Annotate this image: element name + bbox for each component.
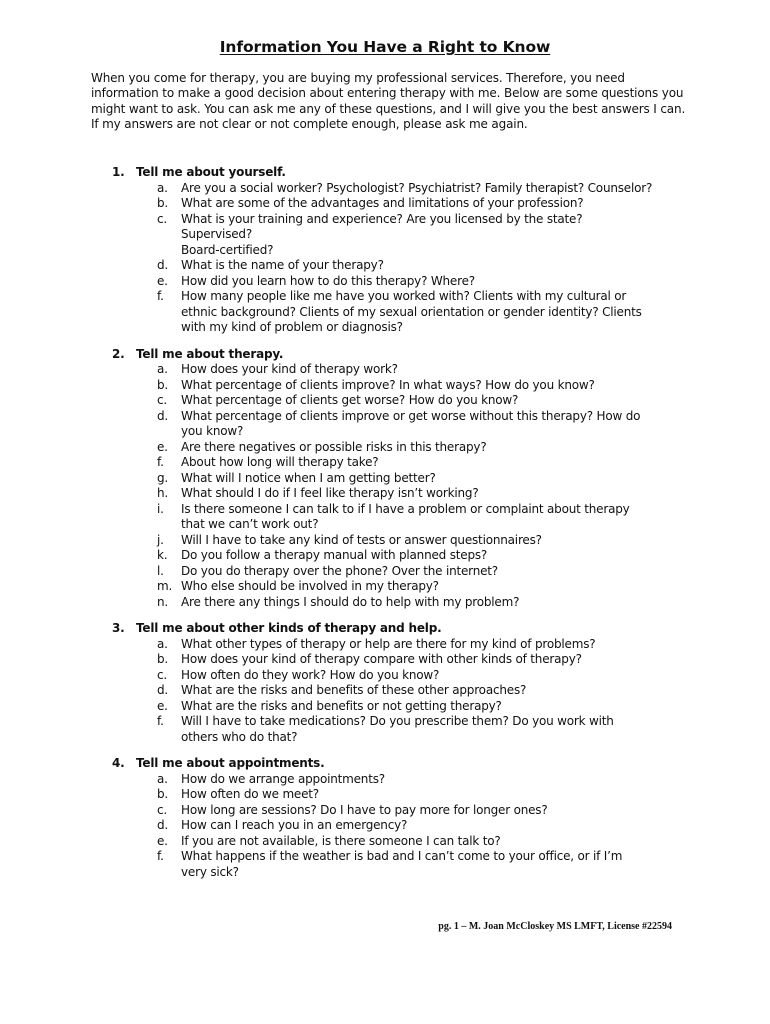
question-item (0, 652, 676, 668)
question-text-line: What other types of therapy or help are there for my kind of problems? (181, 636, 596, 651)
question-letter: b. (157, 377, 169, 392)
question-letter: l. (157, 563, 164, 578)
question-text-line: How did you learn how to do this therapy? Where? (181, 273, 475, 288)
section-2 (0, 347, 770, 611)
question-item (0, 258, 676, 274)
question-letter: a. (157, 180, 168, 195)
question-item (0, 471, 676, 487)
question-item (0, 714, 676, 745)
question-item (0, 455, 676, 471)
question-item (0, 502, 676, 533)
question-letter: e. (157, 833, 168, 848)
section-heading (0, 165, 770, 181)
question-list (0, 772, 770, 881)
question-text-line: What percentage of clients get worse? How do you know? (181, 393, 519, 407)
question-item (0, 409, 676, 440)
question-item (0, 803, 676, 819)
question-letter: b. (157, 787, 169, 801)
question-text-line: Will I have to take medications? Do you prescribe them? Do you work with (181, 714, 614, 728)
question-text-line: How can I reach you in an emergency? (181, 818, 408, 832)
question-text-line: Is there someone I can talk to if I have a problem or complaint about therapy (181, 501, 630, 516)
question-item (0, 274, 676, 290)
question-text-line: How often do we meet? (181, 787, 319, 801)
question-item (0, 834, 676, 850)
question-letter: n. (157, 594, 169, 609)
question-letter: f. (157, 289, 164, 303)
question-letter: f. (157, 455, 164, 469)
section-title: Tell me about yourself. (136, 165, 286, 179)
question-item (0, 637, 676, 653)
question-text-line: Will I have to take any kind of tests or answer questionnaires? (181, 532, 542, 547)
question-text-line: What percentage of clients improve? In what ways? How do you know? (181, 377, 595, 392)
question-text-line: that we can’t work out? (181, 517, 319, 531)
question-item (0, 787, 676, 803)
question-text-line: What should I do if I feel like therapy isn’t working? (181, 486, 479, 500)
question-text-line: How many people like me have you worked with? Clients with my cultural or (181, 289, 627, 303)
question-item (0, 579, 676, 595)
question-list (0, 362, 770, 610)
question-letter: e. (157, 439, 168, 454)
question-text-line: What will I notice when I am getting better? (181, 470, 436, 485)
question-letter: d. (157, 818, 169, 832)
question-letter: g. (157, 470, 169, 485)
question-text-line: How does your kind of therapy compare with other kinds of therapy? (181, 652, 582, 666)
section-title: Tell me about other kinds of therapy and help. (136, 621, 442, 635)
section-heading (0, 621, 770, 637)
question-text-line: What percentage of clients improve or get worse without this therapy? How do (181, 408, 641, 423)
question-item (0, 668, 676, 684)
section-number: 2. (112, 346, 125, 361)
question-letter: a. (157, 636, 168, 651)
section-heading (0, 347, 770, 363)
question-text-line: What are some of the advantages and limitations of your profession? (181, 196, 584, 210)
question-letter: k. (157, 548, 168, 562)
section-3 (0, 621, 770, 745)
question-text-line: Do you follow a therapy manual with planned steps? (181, 548, 488, 562)
question-letter: d. (157, 258, 169, 272)
question-item (0, 393, 676, 409)
question-text-line: Supervised? (181, 227, 253, 241)
question-item (0, 181, 676, 197)
question-letter: j. (157, 532, 164, 547)
section-4 (0, 756, 770, 880)
question-letter: d. (157, 683, 169, 697)
question-text-line: Are there any things I should do to help with my problem? (181, 594, 520, 609)
question-text-line: What is the name of your therapy? (181, 258, 384, 272)
question-text-line: Do you do therapy over the phone? Over the internet? (181, 563, 498, 578)
intro-paragraph: When you come for therapy, you are buying my professional services. Therefore, you need information to make a good decision about entering therapy with me. Below are some questions you might want to ask. You can ask me any of these questions, and I will give you the best answers I can. If my answers are not clear or not complete enough, please ask me again. (91, 71, 686, 132)
question-item (0, 849, 676, 880)
question-text-line: very sick? (181, 864, 239, 879)
page-title: Information You Have a Right to Know (219, 38, 551, 56)
question-letter: f. (157, 849, 164, 863)
question-list (0, 181, 770, 336)
question-letter: a. (157, 771, 168, 786)
question-text-line: Are you a social worker? Psychologist? Psychiatrist? Family therapist? Counselor? (181, 180, 653, 195)
question-letter: c. (157, 667, 168, 682)
question-item (0, 683, 676, 699)
section-1 (0, 165, 770, 336)
question-text-line: If you are not available, is there someone I can talk to? (181, 833, 501, 848)
question-text-line: What happens if the weather is bad and I can’t come to your office, or if I’m (181, 849, 623, 863)
question-item (0, 595, 676, 611)
question-item (0, 818, 676, 834)
question-item (0, 533, 676, 549)
question-letter: c. (157, 393, 168, 407)
question-item (0, 196, 676, 212)
question-item (0, 699, 676, 715)
question-letter: c. (157, 211, 168, 226)
question-text-line: About how long will therapy take? (181, 455, 379, 469)
section-title: Tell me about therapy. (136, 346, 284, 361)
question-item (0, 440, 676, 456)
question-letter: m. (157, 579, 173, 593)
question-item (0, 362, 676, 378)
question-letter: a. (157, 362, 168, 376)
question-letter: c. (157, 802, 168, 817)
question-text-line: Are there negatives or possible risks in this therapy? (181, 439, 487, 454)
question-text-line: others who do that? (181, 729, 298, 744)
question-letter: h. (157, 486, 169, 500)
question-item (0, 564, 676, 580)
question-letter: b. (157, 652, 169, 666)
question-letter: d. (157, 408, 169, 423)
question-text-line: How often do they work? How do you know? (181, 667, 440, 682)
question-item (0, 289, 676, 336)
question-list (0, 637, 770, 746)
question-item (0, 378, 676, 394)
question-letter: i. (157, 501, 164, 516)
question-text-line: How long are sessions? Do I have to pay more for longer ones? (181, 802, 548, 817)
question-letter: f. (157, 714, 164, 728)
question-item (0, 212, 676, 259)
question-text-line: you know? (181, 424, 244, 438)
page-footer: pg. 1 – M. Joan McCloskey MS LMFT, License #22594 (438, 921, 672, 932)
section-number: 3. (112, 621, 125, 635)
question-item (0, 772, 676, 788)
question-item (0, 548, 676, 564)
question-letter: b. (157, 196, 169, 210)
question-item (0, 486, 676, 502)
question-letter: e. (157, 698, 168, 713)
question-text-line: Board-certified? (181, 242, 274, 257)
section-title: Tell me about appointments. (136, 756, 325, 770)
question-text-line: What are the risks and benefits or not getting therapy? (181, 698, 502, 713)
question-letter: e. (157, 273, 168, 288)
question-text-line: ethnic background? Clients of my sexual orientation or gender identity? Clients (181, 304, 642, 319)
question-text-line: Who else should be involved in my therapy? (181, 579, 439, 593)
section-number: 4. (112, 756, 125, 770)
question-text-line: with my kind of problem or diagnosis? (181, 320, 403, 334)
section-heading (0, 756, 770, 772)
question-text-line: What is your training and experience? Are you licensed by the state? (181, 211, 583, 226)
question-text-line: How do we arrange appointments? (181, 771, 385, 786)
question-text-line: How does your kind of therapy work? (181, 362, 398, 376)
question-text-line: What are the risks and benefits of these other approaches? (181, 683, 527, 697)
question-sections (0, 165, 770, 891)
section-number: 1. (112, 165, 125, 179)
